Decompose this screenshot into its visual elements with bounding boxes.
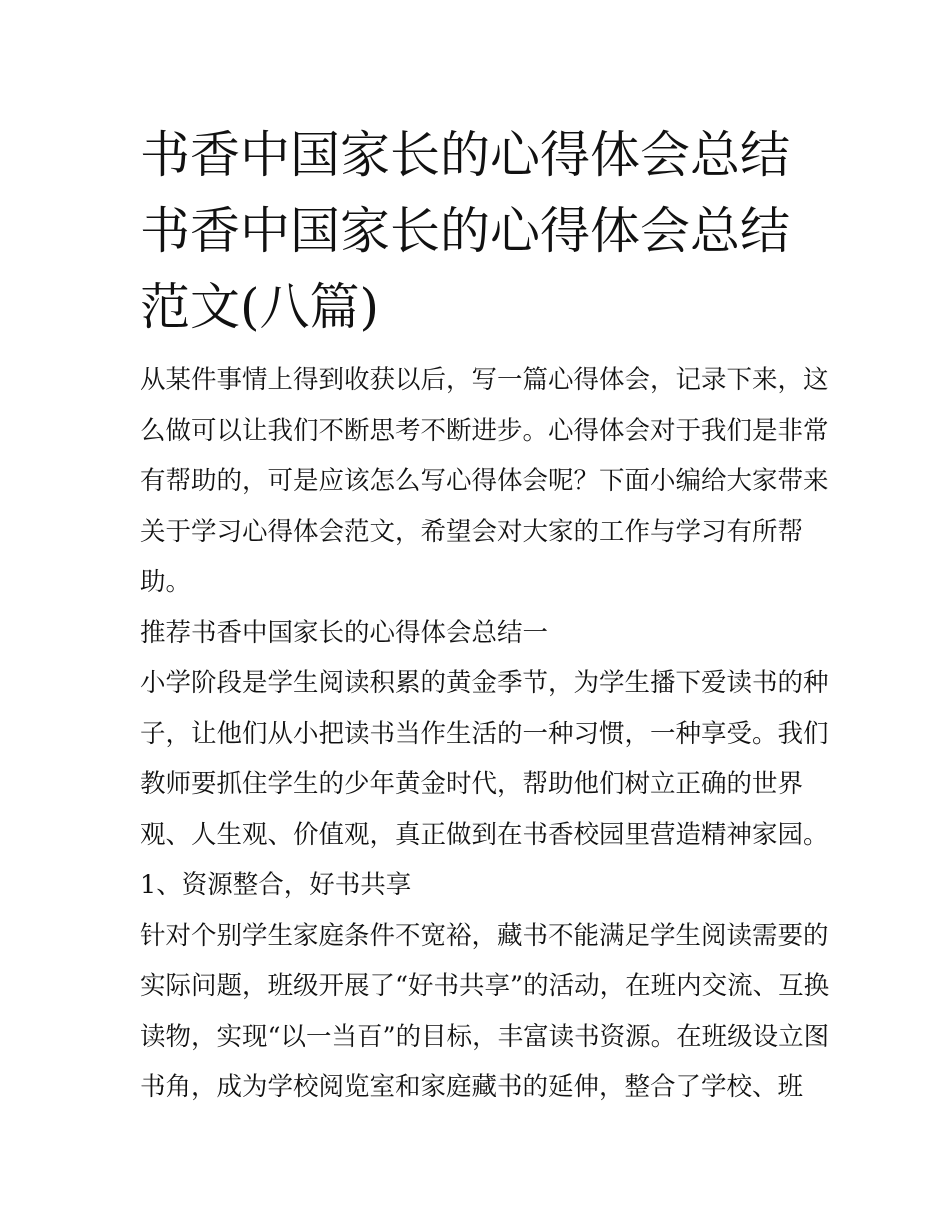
- document-title: [140, 117, 820, 345]
- text-line: 子，让他们从小把读书当作生活的一种习惯，一种享受。我们: [140, 718, 829, 749]
- text-line: 关于学习心得体会范文，希望会对大家的工作与学习有所帮: [140, 516, 804, 547]
- text-line: 书角，成为学校阅览室和家庭藏书的延伸，整合了学校、班: [140, 1072, 804, 1102]
- intro-paragraph: [140, 355, 829, 608]
- title-line: 书香中国家长的心得体会总结: [140, 202, 790, 260]
- text-line: 1、资源整合，好书共享: [140, 870, 412, 900]
- title-line: 范文(八篇): [140, 278, 380, 336]
- title-line: 书香中国家长的心得体会总结: [140, 126, 790, 184]
- text-line: 有帮助的，可是应该怎么写心得体会呢？下面小编给大家带来: [140, 466, 829, 496]
- document-body: [140, 355, 830, 1113]
- text-line: 实际问题，班级开展了“好书共享”的活动，在班内交流、互换: [140, 971, 830, 1001]
- subsection-heading: [140, 860, 820, 911]
- document-content: [140, 117, 830, 1113]
- text-line: 观、人生观、价值观，真正做到在书香校园里营造精神家园。: [140, 819, 829, 850]
- text-line: 么做可以让我们不断思考不断进步。心得体会对于我们是非常: [140, 415, 829, 446]
- section-heading: [140, 608, 820, 659]
- text-line: 读物，实现“以一当百”的目标，丰富读书资源。在班级设立图: [140, 1021, 830, 1052]
- text-line: 助。: [140, 567, 192, 597]
- text-line: 小学阶段是学生阅读积累的黄金季节，为学生播下爱读书的种: [140, 668, 829, 698]
- text-line: 推荐书香中国家长的心得体会总结一: [140, 617, 549, 648]
- body-paragraph: [140, 658, 829, 860]
- text-line: 教师要抓住学生的少年黄金时代，帮助他们树立正确的世界: [140, 769, 804, 799]
- body-paragraph: [140, 911, 830, 1113]
- text-line: 针对个别学生家庭条件不宽裕，藏书不能满足学生阅读需要的: [140, 920, 829, 951]
- text-line: 从某件事情上得到收获以后，写一篇心得体会，记录下来，这: [140, 365, 829, 395]
